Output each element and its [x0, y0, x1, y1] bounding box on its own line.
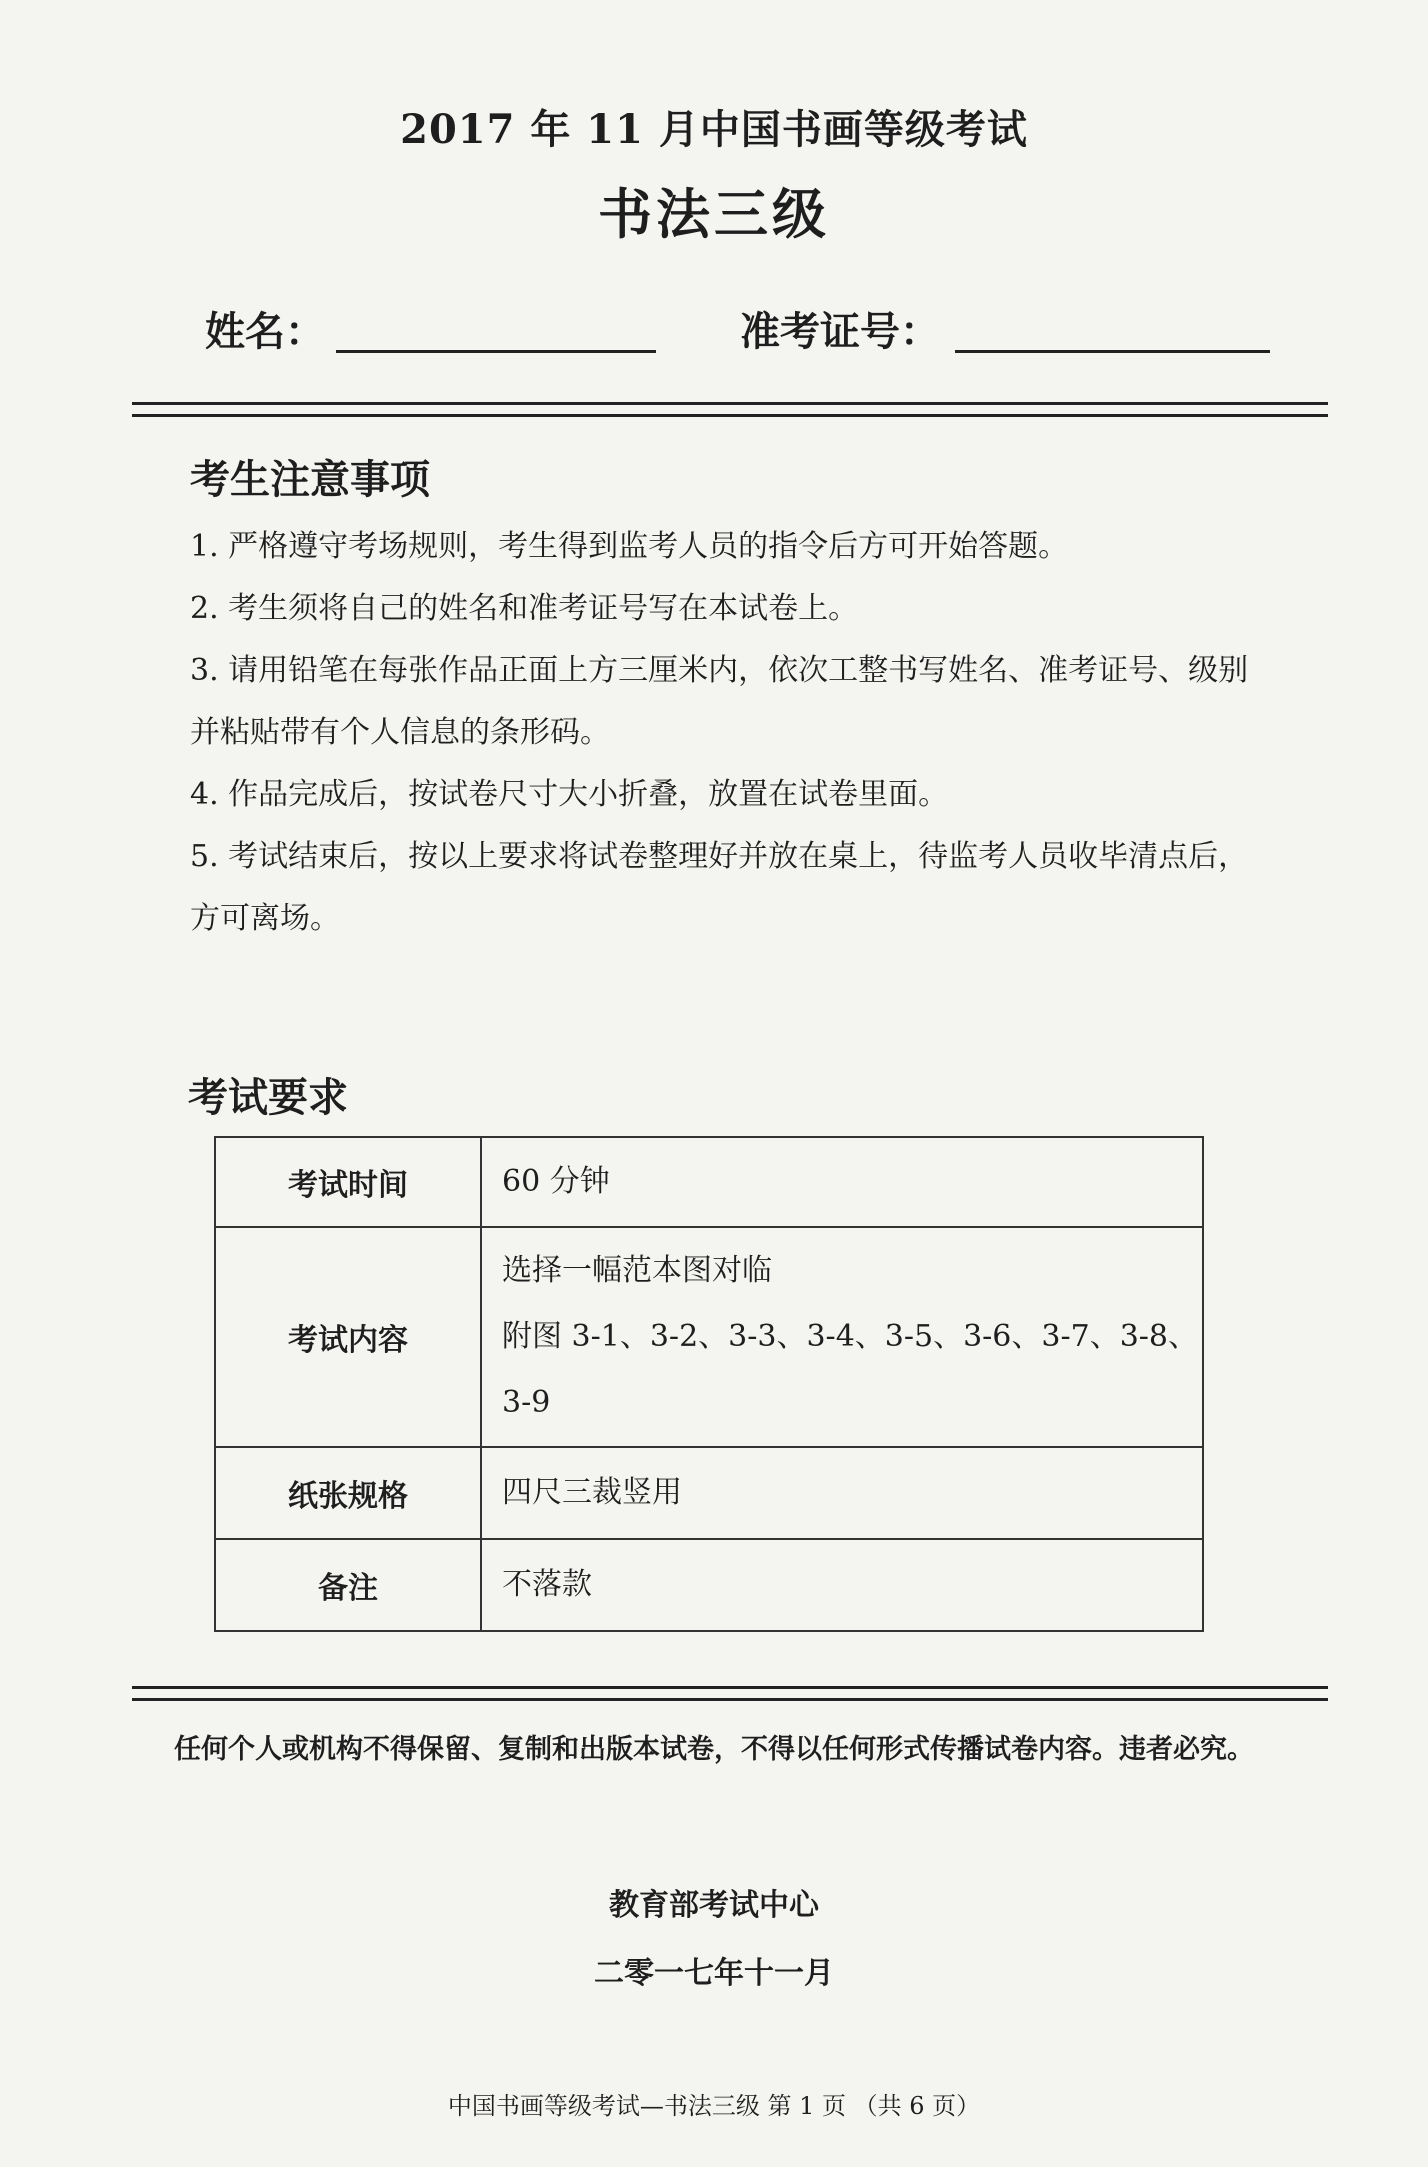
row-value-line: 附图 3-1、3-2、3-3、3-4、3-5、3-6、3-7、3-8、3-9 [502, 1319, 1199, 1420]
requirements-table [214, 1136, 1204, 1632]
row-value-line: 四尺三裁竖用 [502, 1475, 682, 1510]
row-value [481, 1227, 1203, 1447]
issuing-authority: 教育部考试中心 [609, 1888, 819, 1923]
row-label: 备注 [215, 1539, 481, 1631]
admission-number-label: 准考证号： [740, 308, 940, 355]
exam-title: 2017 年 11 月中国书画等级考试 [400, 106, 1028, 153]
row-value-line: 不落款 [502, 1567, 592, 1602]
top-double-rule-upper [132, 402, 1328, 405]
notice-item: 3. 请用铅笔在每张作品正面上方三厘米内，依次工整书写姓名、准考证号、级别并粘贴带有个人信息的条形码。 [190, 653, 1249, 750]
notice-item: 2. 考生须将自己的姓名和准考证号写在本试卷上。 [190, 591, 859, 626]
row-value-line: 60 分钟 [502, 1164, 610, 1199]
name-blank-line [336, 350, 656, 353]
row-value [481, 1447, 1203, 1539]
notice-item: 5. 考试结束后，按以上要求将试卷整理好并放在桌上，待监考人员收毕清点后，方可离场。 [190, 839, 1249, 936]
table-row [215, 1447, 1203, 1539]
table-row [215, 1137, 1203, 1227]
row-value [481, 1137, 1203, 1227]
admission-number-blank-line [955, 350, 1270, 353]
notice-item: 1. 严格遵守考场规则，考生得到监考人员的指令后方可开始答题。 [190, 529, 1069, 564]
row-label: 纸张规格 [215, 1447, 481, 1539]
bottom-double-rule-upper [132, 1686, 1328, 1689]
notice-item: 4. 作品完成后，按试卷尺寸大小折叠，放置在试卷里面。 [190, 777, 949, 812]
row-label: 考试内容 [215, 1227, 481, 1447]
row-value-line: 选择一幅范本图对临 [502, 1253, 772, 1288]
row-value [481, 1539, 1203, 1631]
requirements-heading: 考试要求 [188, 1074, 348, 1121]
bottom-double-rule-lower [132, 1698, 1328, 1701]
issue-date: 二零一七年十一月 [594, 1956, 834, 1991]
table-row [215, 1227, 1203, 1447]
top-double-rule-lower [132, 414, 1328, 417]
name-label: 姓名： [205, 308, 325, 355]
exam-level-title: 书法三级 [598, 182, 830, 246]
notice-heading: 考生注意事项 [190, 456, 430, 503]
page-footer: 中国书画等级考试—书法三级 第 1 页 （共 6 页） [447, 2092, 981, 2120]
copyright-notice: 任何个人或机构不得保留、复制和出版本试卷，不得以任何形式传播试卷内容。违者必究。 [174, 1734, 1254, 1765]
row-label: 考试时间 [215, 1137, 481, 1227]
table-row [215, 1539, 1203, 1631]
